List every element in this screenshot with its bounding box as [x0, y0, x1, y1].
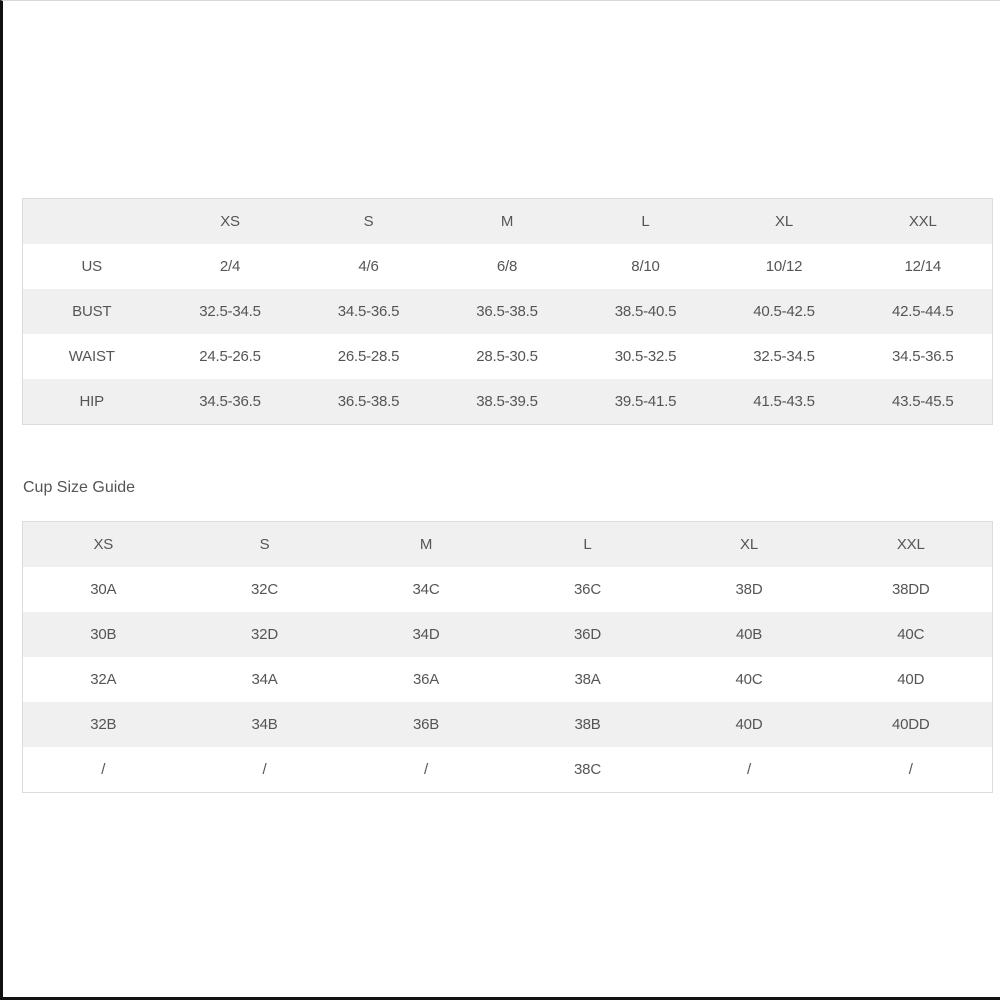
- header-cell: S: [184, 522, 346, 568]
- table-cell: 39.5-41.5: [577, 379, 715, 425]
- table-cell: 34.5-36.5: [161, 379, 300, 425]
- table-cell: 36C: [507, 567, 669, 612]
- table-cell: 40D: [669, 702, 830, 747]
- table-cell: 38D: [669, 567, 830, 612]
- table-cell: 36.5-38.5: [300, 379, 438, 425]
- table-cell: 26.5-28.5: [300, 334, 438, 379]
- table-cell: 40C: [830, 612, 993, 657]
- table-cell: /: [23, 747, 184, 793]
- table-cell: 2/4: [161, 244, 300, 289]
- table-row: [23, 657, 993, 702]
- table-cell: 34B: [184, 702, 346, 747]
- table-row: [23, 334, 993, 379]
- table-cell: 30A: [23, 567, 184, 612]
- header-cell: S: [300, 199, 438, 245]
- table-row: [23, 244, 993, 289]
- body-size-table: [22, 198, 993, 425]
- table-cell: 38B: [507, 702, 669, 747]
- table-cell: 34.5-36.5: [854, 334, 993, 379]
- table-row: [23, 567, 993, 612]
- table-cell: 40C: [669, 657, 830, 702]
- row-label: WAIST: [23, 334, 161, 379]
- table-cell: 30.5-32.5: [577, 334, 715, 379]
- table-cell: 32B: [23, 702, 184, 747]
- table-cell: 38A: [507, 657, 669, 702]
- table-cell: 40B: [669, 612, 830, 657]
- table-cell: 32A: [23, 657, 184, 702]
- table-cell: /: [830, 747, 993, 793]
- table-cell: 30B: [23, 612, 184, 657]
- header-cell: XS: [161, 199, 300, 245]
- table-cell: 8/10: [577, 244, 715, 289]
- header-cell: XXL: [854, 199, 993, 245]
- table-cell: /: [669, 747, 830, 793]
- table-cell: 32.5-34.5: [161, 289, 300, 334]
- table-cell: 34C: [346, 567, 507, 612]
- table-cell: 40D: [830, 657, 993, 702]
- table-cell: 38C: [507, 747, 669, 793]
- table-row: [23, 379, 993, 425]
- table-row: [23, 612, 993, 657]
- table-cell: 36.5-38.5: [438, 289, 577, 334]
- table-cell: /: [184, 747, 346, 793]
- table-cell: 43.5-45.5: [854, 379, 993, 425]
- table-cell: 12/14: [854, 244, 993, 289]
- table-row: [23, 702, 993, 747]
- table-cell: 24.5-26.5: [161, 334, 300, 379]
- table-row: [23, 747, 993, 793]
- table-cell: 40DD: [830, 702, 993, 747]
- table-cell: 42.5-44.5: [854, 289, 993, 334]
- table-cell: 32C: [184, 567, 346, 612]
- table-row: [23, 289, 993, 334]
- header-cell: XL: [715, 199, 854, 245]
- table-cell: 4/6: [300, 244, 438, 289]
- table-cell: 10/12: [715, 244, 854, 289]
- header-cell: M: [346, 522, 507, 568]
- row-label: BUST: [23, 289, 161, 334]
- header-cell: [23, 199, 161, 245]
- table-cell: /: [346, 747, 507, 793]
- table-header-row: [23, 199, 993, 245]
- table-cell: 36D: [507, 612, 669, 657]
- header-cell: XXL: [830, 522, 993, 568]
- table-cell: 38.5-40.5: [577, 289, 715, 334]
- table-cell: 36A: [346, 657, 507, 702]
- cup-size-guide-title: Cup Size Guide: [23, 479, 136, 496]
- table-cell: 38DD: [830, 567, 993, 612]
- table-cell: 41.5-43.5: [715, 379, 854, 425]
- table-cell: 40.5-42.5: [715, 289, 854, 334]
- table-cell: 34.5-36.5: [300, 289, 438, 334]
- table-cell: 36B: [346, 702, 507, 747]
- header-cell: XL: [669, 522, 830, 568]
- cup-size-table: [22, 521, 993, 793]
- header-cell: XS: [23, 522, 184, 568]
- table-cell: 32.5-34.5: [715, 334, 854, 379]
- row-label: HIP: [23, 379, 161, 425]
- table-cell: 38.5-39.5: [438, 379, 577, 425]
- header-cell: M: [438, 199, 577, 245]
- header-cell: L: [577, 199, 715, 245]
- table-cell: 32D: [184, 612, 346, 657]
- table-cell: 34D: [346, 612, 507, 657]
- table-cell: 28.5-30.5: [438, 334, 577, 379]
- table-header-row: [23, 522, 993, 568]
- table-cell: 6/8: [438, 244, 577, 289]
- row-label: US: [23, 244, 161, 289]
- header-cell: L: [507, 522, 669, 568]
- table-cell: 34A: [184, 657, 346, 702]
